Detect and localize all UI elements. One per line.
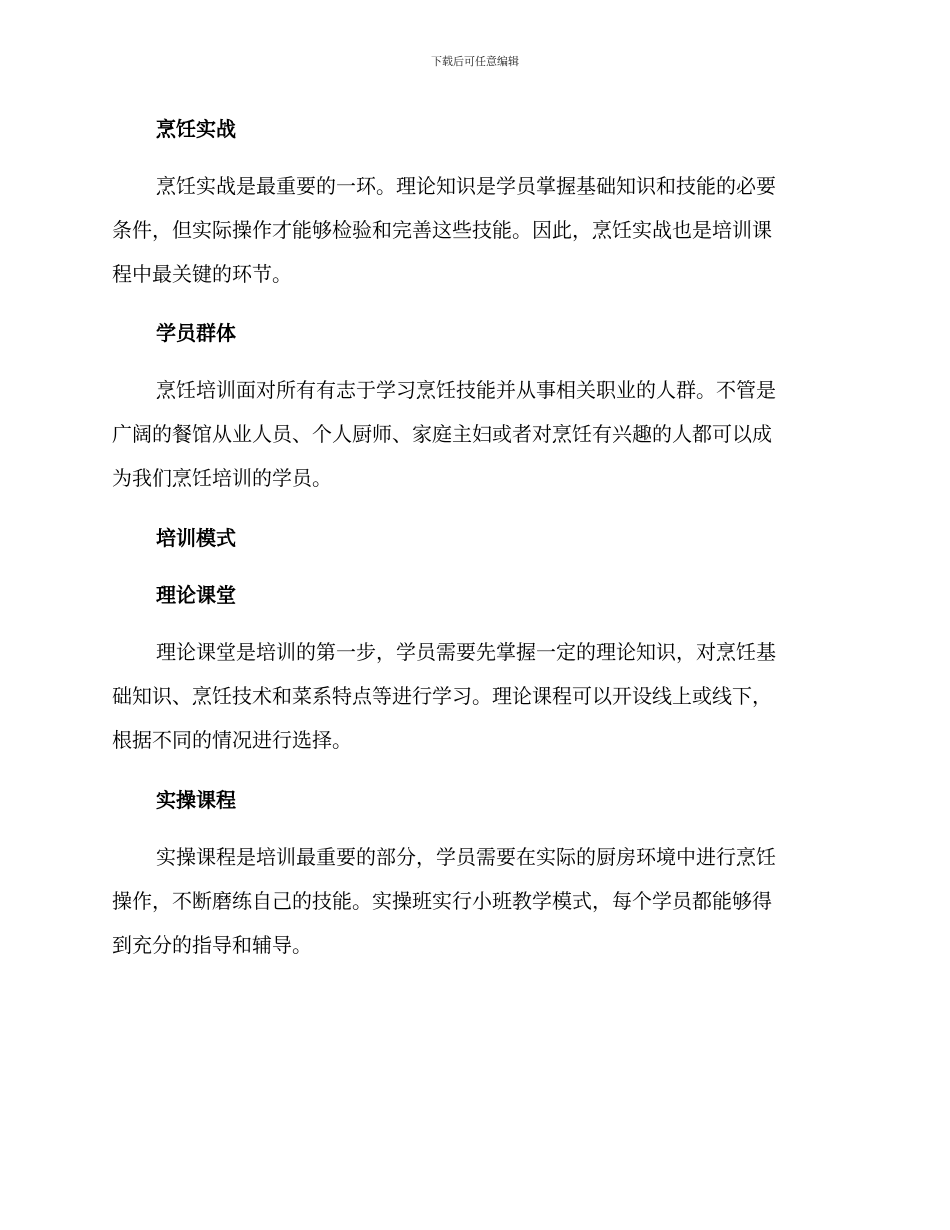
paragraph-line: 烹饪实战是最重要的一环。理论知识是学员掌握基础知识和技能的必要 bbox=[156, 174, 776, 198]
paragraph-line: 到充分的指导和辅导。 bbox=[112, 933, 312, 957]
section-heading: 培训模式 bbox=[156, 526, 236, 550]
section-heading: 学员群体 bbox=[156, 321, 236, 345]
paragraph-line: 广阔的餐馆从业人员、个人厨师、家庭主妇或者对烹饪有兴趣的人都可以成 bbox=[112, 422, 772, 446]
paragraph-line: 烹饪培训面对所有有志于学习烹饪技能并从事相关职业的人群。不管是 bbox=[156, 378, 776, 402]
paragraph-line: 程中最关键的环节。 bbox=[112, 262, 292, 286]
paragraph-line: 实操课程是培训最重要的部分，学员需要在实际的厨房环境中进行烹饪 bbox=[156, 845, 776, 869]
section-heading: 理论课堂 bbox=[156, 583, 236, 607]
section-heading: 烹饪实战 bbox=[156, 117, 236, 141]
paragraph-line: 条件，但实际操作才能够检验和完善这些技能。因此，烹饪实战也是培训课 bbox=[112, 218, 772, 242]
paragraph-line: 操作，不断磨练自己的技能。实操班实行小班教学模式，每个学员都能够得 bbox=[112, 889, 772, 913]
section-paragraph bbox=[112, 368, 832, 500]
paragraph-line: 础知识、烹饪技术和菜系特点等进行学习。理论课程可以开设线上或线下， bbox=[112, 684, 772, 708]
section-paragraph bbox=[112, 630, 832, 762]
paragraph-line: 根据不同的情况进行选择。 bbox=[112, 728, 352, 752]
section-heading: 实操课程 bbox=[156, 788, 236, 812]
paragraph-line: 为我们烹饪培训的学员。 bbox=[112, 466, 332, 490]
section-paragraph bbox=[112, 835, 832, 967]
page-header: 下载后可任意编辑 bbox=[431, 55, 519, 68]
section-paragraph bbox=[112, 164, 832, 296]
paragraph-line: 理论课堂是培训的第一步，学员需要先掌握一定的理论知识，对烹饪基 bbox=[156, 640, 776, 664]
